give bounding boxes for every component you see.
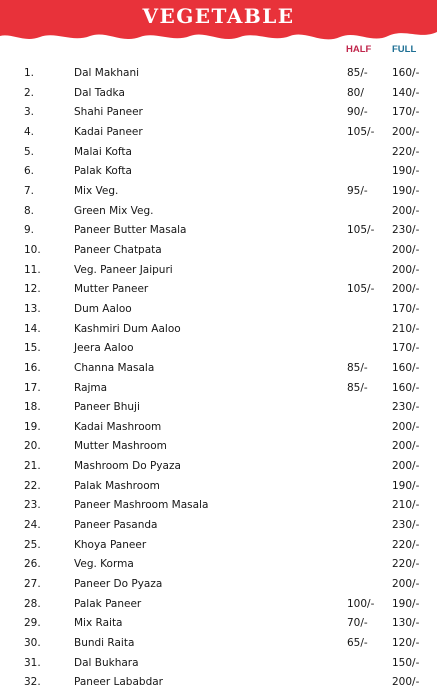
half-price: 85/- [347,381,368,394]
full-price: 220/- [392,558,420,571]
menu-item [0,339,437,359]
half-price: 90/- [347,106,368,119]
full-price: 140/- [392,86,420,99]
menu-item [0,673,437,693]
item-number: 32. [24,676,41,689]
full-price: 200/- [392,420,420,433]
half-price: 70/- [347,617,368,630]
item-number: 2. [24,86,35,99]
item-name: Paneer Chatpata [74,243,162,256]
item-name: Veg. Korma [74,558,134,571]
menu-item [0,182,437,202]
item-name: Mix Raita [74,617,123,630]
item-number: 15. [24,342,41,355]
item-number: 1. [24,67,35,79]
item-number: 25. [24,538,41,551]
item-name: Channa Masala [74,361,155,374]
item-number: 11. [24,263,41,276]
item-name: Veg. Paneer Jaipuri [74,263,173,276]
section-title: VEGETABLE [142,4,295,28]
full-price: 200/- [392,263,420,276]
menu-item [0,320,437,340]
menu-item [0,359,437,379]
full-price: 200/- [392,283,420,296]
item-number: 13. [24,302,41,315]
item-number: 5. [24,145,35,158]
item-number: 27. [24,578,41,591]
menu-item [0,536,437,556]
item-name: Paneer Pasanda [74,519,158,532]
menu-item [0,143,437,163]
item-number: 3. [24,106,35,119]
item-name: Shahi Paneer [74,106,143,119]
menu-item [0,64,437,84]
full-price: 200/- [392,204,420,217]
full-price: 120/- [392,637,420,650]
item-number: 22. [24,479,41,492]
half-price: 105/- [347,125,375,138]
menu-list [0,64,437,693]
full-price: 190/- [392,184,420,197]
item-name: Khoya Paneer [74,538,147,551]
item-name: Paneer Bhuji [74,401,140,414]
item-number: 20. [24,440,41,453]
item-number: 16. [24,361,41,374]
full-price: 210/- [392,499,420,512]
menu-item [0,123,437,143]
menu-item [0,575,437,595]
full-price: 160/- [392,381,420,394]
item-number: 7. [24,184,35,197]
full-price: 200/- [392,676,420,689]
item-name: Mashroom Do Pyaza [74,460,181,473]
item-name: Palak Kofta [74,165,132,178]
half-price: 80/ [347,86,364,99]
item-number: 12. [24,283,41,296]
menu-item [0,477,437,497]
menu-item [0,595,437,615]
menu-item [0,300,437,320]
menu-item [0,437,437,457]
item-name: Paneer Butter Masala [74,224,187,237]
item-name: Jeera Aaloo [74,342,134,355]
menu-item [0,241,437,261]
item-name: Mutter Paneer [74,283,149,296]
item-number: 19. [24,420,41,433]
menu-item [0,457,437,477]
item-name: Dal Tadka [74,86,125,99]
full-price: 190/- [392,479,420,492]
half-column-header: HALF [346,44,372,55]
full-price: 210/- [392,322,420,335]
item-number: 21. [24,460,41,473]
item-number: 10. [24,243,41,256]
full-price: 190/- [392,165,420,178]
item-name: Mutter Mashroom [74,440,167,453]
item-name: Kashmiri Dum Aaloo [74,322,181,335]
item-name: Palak Mashroom [74,479,160,492]
menu-item [0,654,437,674]
full-price: 130/- [392,617,420,630]
menu-header-banner [0,0,437,50]
item-number: 4. [24,125,35,138]
item-number: 26. [24,558,41,571]
full-price: 200/- [392,440,420,453]
item-number: 14. [24,322,41,335]
half-price: 105/- [347,224,375,237]
item-name: Dal Bukhara [74,656,139,669]
full-price: 160/- [392,67,420,79]
item-name: Palak Paneer [74,597,142,610]
half-price: 95/- [347,184,368,197]
item-number: 23. [24,499,41,512]
full-price: 170/- [392,302,420,315]
full-price: 150/- [392,656,420,669]
full-price: 170/- [392,342,420,355]
item-name: Kadai Mashroom [74,420,162,433]
full-price: 190/- [392,597,420,610]
half-price: 85/- [347,361,368,374]
full-price: 200/- [392,243,420,256]
full-price: 230/- [392,401,420,414]
half-price: 65/- [347,637,368,650]
half-price: 85/- [347,67,368,79]
menu-item [0,496,437,516]
item-name: Malai Kofta [74,145,132,158]
menu-item [0,379,437,399]
item-name: Green Mix Veg. [74,204,154,217]
half-price: 105/- [347,283,375,296]
full-price: 220/- [392,538,420,551]
menu-item [0,162,437,182]
menu-item [0,280,437,300]
item-name: Kadai Paneer [74,125,143,138]
item-name: Dal Makhani [74,67,140,79]
full-price: 200/- [392,460,420,473]
menu-item [0,418,437,438]
item-number: 24. [24,519,41,532]
full-price: 160/- [392,361,420,374]
item-name: Rajma [74,381,108,394]
menu-item [0,516,437,536]
item-name: Bundi Raita [74,637,135,650]
menu-item [0,614,437,634]
item-number: 18. [24,401,41,414]
full-price: 170/- [392,106,420,119]
item-name: Paneer Lababdar [74,676,163,689]
menu-item [0,398,437,418]
full-price: 200/- [392,125,420,138]
full-price: 220/- [392,145,420,158]
item-number: 30. [24,637,41,650]
item-number: 31. [24,656,41,669]
item-name: Dum Aaloo [74,302,132,315]
menu-item [0,221,437,241]
menu-item [0,555,437,575]
menu-item [0,261,437,281]
full-price: 200/- [392,578,420,591]
item-number: 29. [24,617,41,630]
menu-item [0,202,437,222]
menu-item [0,84,437,104]
full-column-header: FULL [392,44,417,55]
half-price: 100/- [347,597,375,610]
item-number: 6. [24,165,35,178]
full-price: 230/- [392,224,420,237]
full-price: 230/- [392,519,420,532]
item-name: Paneer Do Pyaza [74,578,163,591]
item-number: 9. [24,224,35,237]
menu-item [0,634,437,654]
item-number: 8. [24,204,35,217]
item-number: 28. [24,597,41,610]
item-number: 17. [24,381,41,394]
menu-item [0,103,437,123]
item-name: Paneer Mashroom Masala [74,499,209,512]
item-name: Mix Veg. [74,184,119,197]
